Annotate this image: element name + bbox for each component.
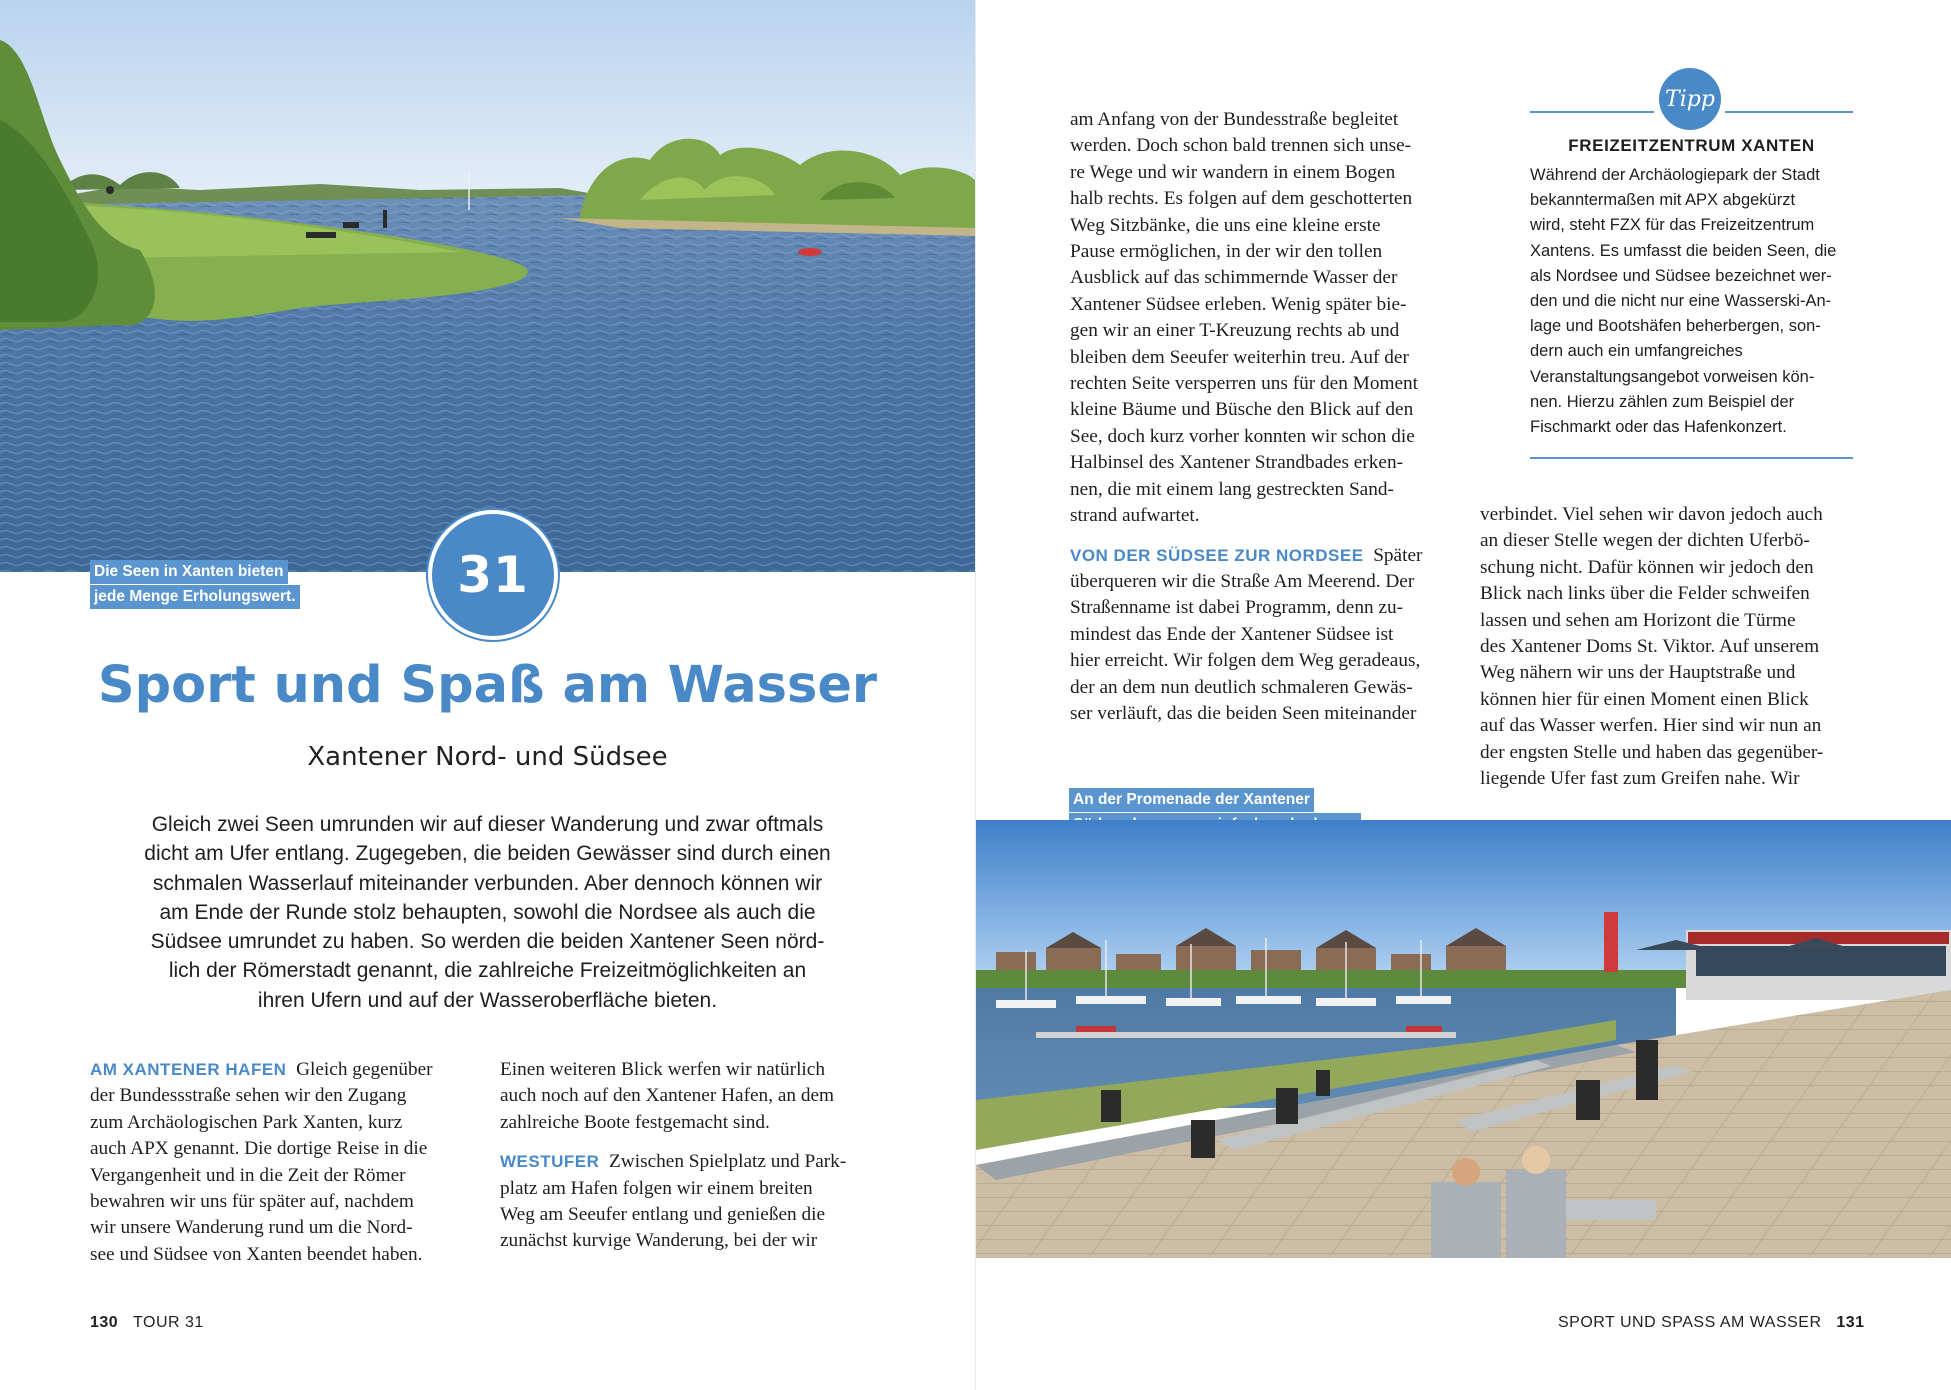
section-heading-westufer: WESTUFER <box>500 1152 600 1172</box>
body-column-4 <box>1480 502 1870 792</box>
body-line: Pause ermöglichen, in der wir den tollen <box>1070 241 1383 263</box>
tipp-line: den und die nicht nur eine Wasserski-An- <box>1530 292 1832 311</box>
body-line: werden. Doch schon bald trennen sich unse- <box>1070 135 1412 157</box>
tipp-line: Veranstaltungsangebot vorweisen kön- <box>1530 367 1815 386</box>
body-line: zum Archäologischen Park Xanten, kurz <box>90 1111 403 1133</box>
lake-photo <box>0 0 975 572</box>
body-line: Blick nach links über die Felder schweifen <box>1480 583 1810 605</box>
body-column-1 <box>90 1057 470 1268</box>
tipp-line: bekanntermaßen mit APX abgekürzt <box>1530 191 1796 210</box>
tipp-body <box>1530 163 1853 440</box>
tipp-badge: Tipp <box>1659 68 1721 130</box>
body-line: Weg nähern wir uns der Hauptstraße und <box>1480 662 1796 684</box>
tipp-line: Fischmarkt oder das Hafenkonzert. <box>1530 418 1787 437</box>
body-line: rechten Seite versperren uns für den Moment <box>1070 373 1419 395</box>
divider <box>1725 111 1853 113</box>
divider <box>1530 111 1654 113</box>
left-page <box>0 0 975 1390</box>
body-line: Ausblick auf das schimmernde Wasser der <box>1070 267 1398 289</box>
body-line: verbindet. Viel sehen wir davon jedoch auch <box>1480 504 1823 525</box>
body-line: lassen und sehen am Horizont die Türme <box>1480 609 1796 631</box>
intro-line: Gleich zwei Seen umrunden wir auf dieser Wanderung und zwar oftmals <box>151 813 824 836</box>
body-line: Einen weiteren Blick werfen wir natürlich <box>500 1059 825 1080</box>
body-line: bewahren wir uns für später auf, nachdem <box>90 1191 414 1213</box>
body-line: See, doch kurz vorher konnten wir schon die <box>1070 425 1415 447</box>
body-line: gen wir an einer T-Kreuzung rechts ab und <box>1070 320 1400 342</box>
page-number: 130 <box>90 1314 119 1331</box>
body-line: Gleich gegenüber <box>296 1059 433 1080</box>
tipp-line: wird, steht FZX für das Freizeitzentrum <box>1530 216 1815 235</box>
body-line: re Wege und wir wandern in einem Bogen <box>1070 161 1396 183</box>
body-line: der Bundessstraße sehen wir den Zugang <box>90 1085 407 1107</box>
tipp-line: Während der Archäologiepark der Stadt <box>1530 166 1820 184</box>
body-line: an dieser Stelle wegen der dichten Uferbö- <box>1480 530 1810 552</box>
body-line: see und Südsee von Xanten beendet haben. <box>90 1243 423 1265</box>
body-line: wir unsere Wanderung rund um die Nord- <box>90 1217 413 1239</box>
body-line: nen, die mit einem lang gestreckten Sand- <box>1070 478 1394 500</box>
tipp-line: dern auch ein umfangreiches <box>1530 342 1743 361</box>
body-line: Zwischen Spielplatz und Park- <box>609 1151 847 1173</box>
body-line: halb rechts. Es folgen auf dem geschotterten <box>1070 188 1413 210</box>
intro-line: lich der Römerstadt genannt, die zahlreiche Freizeitmöglichkeiten an <box>168 959 807 983</box>
body-line: mindest das Ende der Xantener Südsee ist <box>1070 623 1394 645</box>
body-line: Straßenname ist dabei Programm, denn zu- <box>1070 597 1404 619</box>
body-line: können hier für einen Moment einen Blick <box>1480 688 1809 710</box>
body-line: Weg Sitzbänke, die uns eine kleine erste <box>1070 214 1381 236</box>
body-line: Später <box>1373 544 1423 566</box>
body-line: des Xantener Doms St. Viktor. Auf unserem <box>1480 636 1820 658</box>
body-line: bleiben dem Seeufer weiterhin treu. Auf der <box>1070 346 1409 368</box>
intro-paragraph <box>115 810 860 1015</box>
lake-photo-caption <box>90 560 300 610</box>
tipp-line: nen. Hierzu zählen zum Beispiel der <box>1530 392 1795 411</box>
body-line: auf das Wasser werfen. Hier sind wir nun an <box>1480 715 1822 737</box>
caption-line: jede Menge Erholungswert. <box>90 585 300 609</box>
body-line: Xantener Südsee erleben. Wenig später bie- <box>1070 293 1407 315</box>
tipp-title: FREIZEITZENTRUM XANTEN <box>1568 136 1815 155</box>
body-line: Halbinsel des Xantener Strandbades erken- <box>1070 452 1404 474</box>
intro-line: ihren Ufern und auf der Wasseroberfläche bieten. <box>257 988 718 1012</box>
tipp-line: lage und Bootshäfen beherbergen, son- <box>1530 317 1821 336</box>
caption-line: An der Promenade der Xantener <box>1069 788 1314 812</box>
body-column-3 <box>1070 107 1460 727</box>
body-line: Weg am Seeufer entlang und genießen die <box>500 1204 826 1226</box>
body-line: der engsten Stelle und haben das gegenüber- <box>1480 741 1824 763</box>
body-column-2 <box>500 1057 880 1255</box>
body-line: zahlreiche Boote festgemacht sind. <box>500 1111 770 1133</box>
body-line: der an dem nun deutlich schmaleren Gewäs- <box>1070 676 1413 698</box>
body-line: überqueren wir die Straße Am Meerend. Der <box>1070 570 1415 592</box>
section-heading-hafen: AM XANTENER HAFEN <box>90 1060 287 1079</box>
page-subtitle: Xantener Nord- und Südsee <box>307 742 668 772</box>
folio-right <box>1558 1314 1865 1332</box>
tipp-line: Xantens. Es umfasst die beiden Seen, die <box>1530 241 1837 260</box>
intro-line: Südsee umrundet zu haben. So werden die beiden Xantener Seen nörd- <box>150 930 825 954</box>
tipp-box <box>1530 60 1860 460</box>
body-line: am Anfang von der Bundesstraße begleitet <box>1070 109 1399 130</box>
body-line: ser verläuft, das die beiden Seen miteinander <box>1070 702 1417 724</box>
promenade-photo <box>976 820 1951 1258</box>
tipp-line: als Nordsee und Südsee bezeichnet wer- <box>1530 266 1832 285</box>
body-line: schung nicht. Dafür können wir jedoch den <box>1480 556 1814 578</box>
divider <box>1530 457 1853 459</box>
page-title: Sport und Spaß am Wasser <box>97 656 878 715</box>
body-line: liegende Ufer fast zum Greifen nahe. Wir <box>1480 768 1800 790</box>
intro-line: schmalen Wasserlauf miteinander verbunden. Aber dennoch können wir <box>152 871 823 895</box>
section-heading-suedsee-nordsee: VON DER SÜDSEE ZUR NORDSEE <box>1070 545 1364 565</box>
page-number: 131 <box>1836 1314 1865 1331</box>
caption-line: Die Seen in Xanten bieten <box>90 560 288 584</box>
body-line: strand aufwartet. <box>1070 505 1200 527</box>
running-head: SPORT UND SPASS AM WASSER <box>1558 1314 1822 1331</box>
folio-left <box>90 1314 204 1332</box>
intro-line: am Ende der Runde stolz behaupten, sowohl die Nordsee als auch die <box>159 900 816 924</box>
body-line: kleine Bäume und Büsche den Blick auf den <box>1070 399 1414 421</box>
body-line: hier erreicht. Wir folgen dem Weg geradeaus, <box>1070 650 1421 672</box>
body-line: auch APX genannt. Die dortige Reise in die <box>90 1138 428 1160</box>
tour-number-badge: 31 <box>428 510 558 640</box>
running-head: TOUR 31 <box>133 1314 204 1331</box>
body-line: auch noch auf den Xantener Hafen, an dem <box>500 1085 835 1107</box>
intro-line: dicht am Ufer entlang. Zugegeben, die beiden Gewässer sind durch einen <box>144 842 831 866</box>
body-line: platz am Hafen folgen wir einem breiten <box>500 1177 813 1199</box>
body-line: Vergangenheit und in die Zeit der Römer <box>90 1164 406 1186</box>
body-line: zunächst kurvige Wanderung, bei der wir <box>500 1230 818 1252</box>
